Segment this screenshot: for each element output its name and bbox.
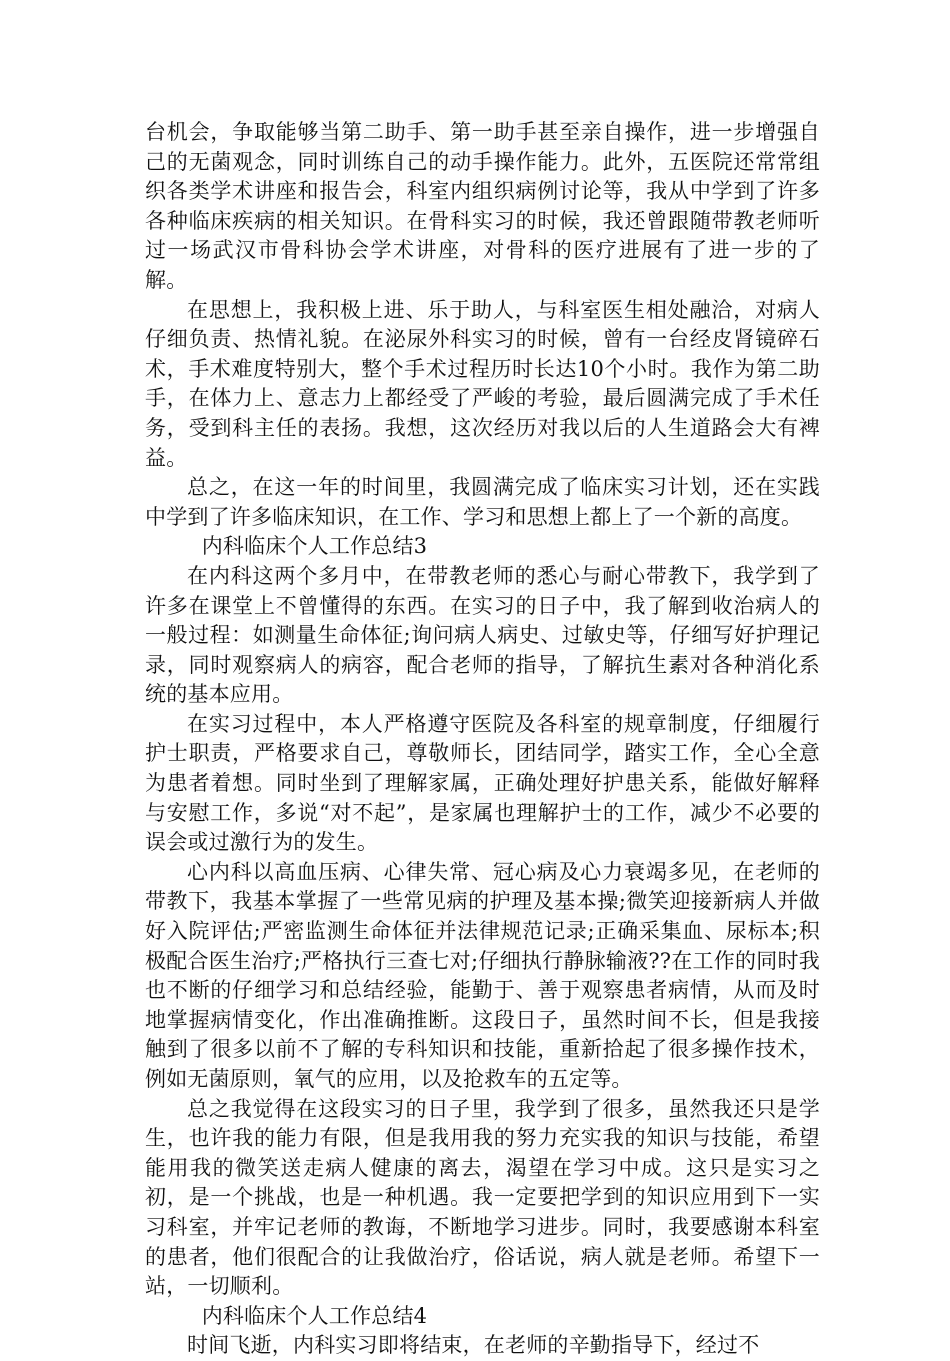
paragraph-7: 总之我觉得在这段实习的日子里，我学到了很多，虽然我还只是学生，也许我的能力有限，但是我用我的努力充实我的知识与技能，希望能用我的微笑送走病人健康的离去，渴望在学习中成。这只是实习之初，是一个挑战，也是一种机遇。我一定要把学到的知识应用到下一实习科室，并牢记老师的教诲，不断地学习进步。同时，我要感谢本科室的患者，他们很配合的让我做治疗，俗话说，病人就是老师。希望下一站，一切顺利。 [145, 1096, 820, 1299]
paragraph-4: 在内科这两个多月中，在带教老师的悉心与耐心带教下，我学到了许多在课堂上不曾懂得的东西。在实习的日子中，我了解到收治病人的一般过程：如测量生命体征;询问病人病史、过敏史等，仔细写好护理记录，同时观察病人的病容，配合老师的指导，了解抗生素对各种消化系统的基本应用。 [145, 563, 820, 707]
paragraph-2: 在思想上，我积极上进、乐于助人，与科室医生相处融洽，对病人仔细负责、热情礼貌。在泌尿外科实习的时候，曾有一台经皮肾镜碎石术，手术难度特别大，整个手术过程历时长达10个小时。我作为第二助手，在体力上、意志力上都经受了严峻的考验，最后圆满完成了手术任务，受到科主任的表扬。我想，这次经历对我以后的人生道路会大有裨益。 [145, 297, 820, 470]
paragraph-3: 总之，在这一年的时间里，我圆满完成了临床实习计划，还在实践中学到了许多临床知识，在工作、学习和思想上都上了一个新的高度。 [145, 475, 820, 529]
paragraph-5: 在实习过程中，本人严格遵守医院及各科室的规章制度，仔细履行护士职责，严格要求自己，尊敬师长，团结同学，踏实工作，全心全意为患者着想。同时坐到了理解家属，正确处理好护患关系，能做好解释与安慰工作，多说“对不起”，是家属也理解护士的工作，减少不必要的误会或过激行为的发生。 [145, 711, 820, 855]
document-body [145, 118, 820, 1361]
section-heading-3: 内科临床个人工作总结3 [201, 534, 428, 559]
paragraph-6: 心内科以高血压病、心律失常、冠心病及心力衰竭多见，在老师的带教下，我基本掌握了一些常见病的护理及基本操;微笑迎接新病人并做好入院评估;严密监测生命体征并法律规范记录;正确采集血、尿标本;积极配合医生治疗;严格执行三查七对;仔细执行静脉输液??在工作的同时我也不断的仔细学习和总结经验，能勤于、善于观察患者病情，从而及时地掌握病情变化，作出准确推断。这段日子，虽然时间不长，但是我接触到了很多以前不了解的专科知识和技能，重新拾起了很多操作技术，例如无菌原则，氧气的应用，以及抢救车的五定等。 [145, 859, 820, 1091]
paragraph-1: 台机会，争取能够当第二助手、第一助手甚至亲自操作，进一步增强自己的无菌观念，同时训练自己的动手操作能力。此外，五医院还常常组织各类学术讲座和报告会，科室内组织病例讨论等，我从中学到了许多各种临床疾病的相关知识。在骨科实习的时候，我还曾跟随带教老师听过一场武汉市骨科协会学术讲座，对骨科的医疗进展有了进一步的了解。 [145, 120, 820, 292]
paragraph-8: 时间飞逝，内科实习即将结束，在老师的辛勤指导下，经过不 [187, 1333, 760, 1358]
section-heading-4: 内科临床个人工作总结4 [201, 1303, 428, 1328]
